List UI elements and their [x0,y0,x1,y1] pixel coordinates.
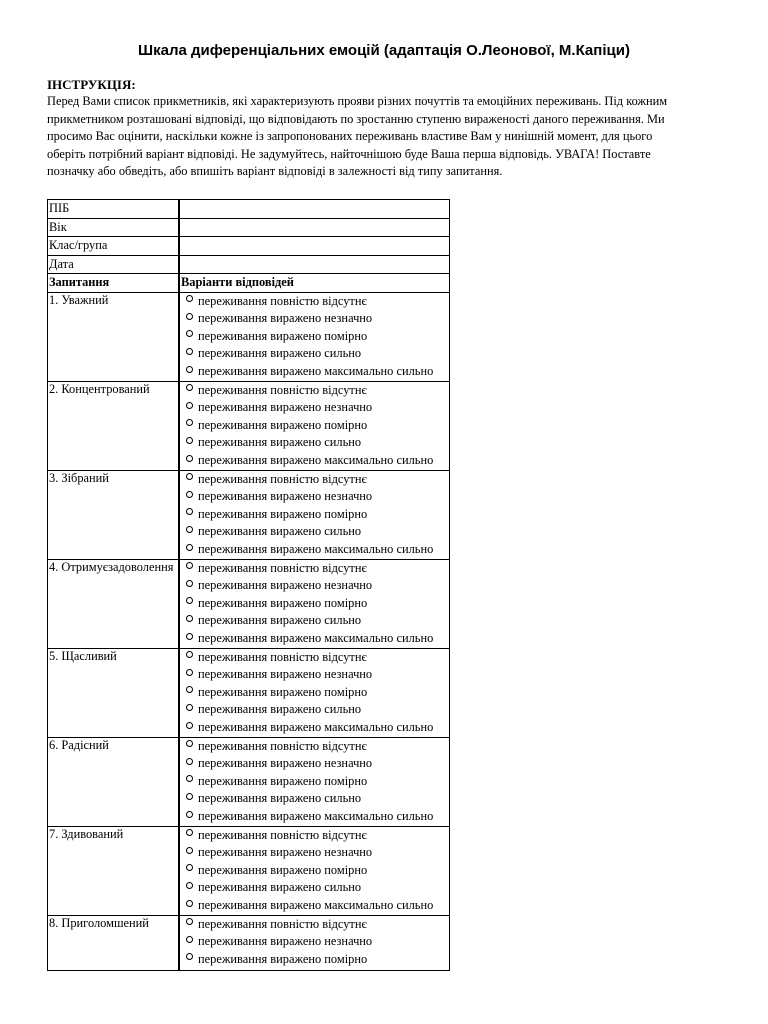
table-header-row [48,274,450,293]
radio-circle-icon[interactable] [186,953,193,960]
answer-option[interactable] [181,701,448,719]
question-row [48,470,450,559]
field-label: Вік [48,218,180,237]
question-label: 5. Щасливий [48,648,180,737]
radio-circle-icon[interactable] [186,295,193,302]
answer-option-label: переживання виражено максимально сильно [198,630,434,645]
instructions-text [47,93,709,181]
radio-circle-icon[interactable] [186,597,193,604]
radio-circle-icon[interactable] [186,437,193,444]
radio-circle-icon[interactable] [186,330,193,337]
radio-circle-icon[interactable] [186,793,193,800]
questions-header: Запитання [48,274,180,293]
question-row [48,648,450,737]
answer-option-label: переживання виражено сильно [198,435,362,450]
answer-option[interactable] [181,345,448,363]
question-label: 3. Зібраний [48,470,180,559]
field-row [48,255,450,274]
answer-option-label: переживання повністю відсутнє [198,560,367,575]
answer-option[interactable] [181,560,448,578]
answer-option[interactable] [181,595,448,613]
answer-option[interactable] [181,897,448,915]
radio-circle-icon[interactable] [186,864,193,871]
radio-circle-icon[interactable] [186,900,193,907]
answer-option-label: переживання виражено сильно [198,346,362,361]
answer-options [179,292,450,381]
question-row [48,915,450,970]
page-title: Шкала диференціальних емоцій (адаптація О.Леонової, М.Капіци) [138,42,630,59]
answer-option-label: переживання повністю відсутнє [198,471,367,486]
answer-option[interactable] [181,862,448,880]
radio-group [181,738,448,826]
answer-option[interactable] [181,310,448,328]
radio-circle-icon[interactable] [186,615,193,622]
answer-option-label: переживання виражено максимально сильно [198,719,434,734]
radio-circle-icon[interactable] [186,829,193,836]
answer-option-label: переживання виражено помірно [198,328,368,343]
answer-option[interactable] [181,328,448,346]
field-row [48,200,450,219]
question-label: 8. Приголомшений [48,915,180,970]
radio-group [181,916,448,969]
question-label: 4. Отримуєзадоволення [48,559,180,648]
instructions-line: оберіть потрібний варіант відповіді. Не задумуйтесь, найточнішою буде Ваша перша відповідь. УВАГА! Поставте [47,146,651,161]
questionnaire-table [47,199,450,971]
answer-option[interactable] [181,719,448,737]
field-row [48,218,450,237]
answer-options [179,470,450,559]
answer-option-label: переживання виражено максимально сильно [198,897,434,912]
radio-circle-icon[interactable] [186,313,193,320]
answer-option[interactable] [181,773,448,791]
answer-option-label: переживання виражено сильно [198,524,362,539]
question-row [48,559,450,648]
answer-options [179,559,450,648]
radio-circle-icon[interactable] [186,758,193,765]
radio-circle-icon[interactable] [186,562,193,569]
instructions-line: просимо Вас оцінити, наскільки кожне із запропонованих переживань властиве Вам у нинішній момент, для цього [47,129,653,144]
answer-option-label: переживання повністю відсутнє [198,382,367,397]
answer-option[interactable] [181,951,448,969]
answer-options [179,381,450,470]
radio-circle-icon[interactable] [186,882,193,889]
answer-option-label: переживання виражено помірно [198,417,368,432]
answer-option-label: переживання виражено незначно [198,756,373,771]
answer-option-label: переживання виражено незначно [198,934,373,949]
question-label: 1. Уважний [48,292,180,381]
answer-options [179,737,450,826]
radio-circle-icon[interactable] [186,419,193,426]
answer-option[interactable] [181,790,448,808]
radio-circle-icon[interactable] [186,366,193,373]
answer-option[interactable] [181,488,448,506]
radio-group [181,827,448,915]
answer-option-label: переживання повністю відсутнє [198,738,367,753]
radio-circle-icon[interactable] [186,633,193,640]
answer-option-label: переживання виражено незначно [198,311,373,326]
instructions-line: прикметником розташовані відповіді, що відповідають по зростанню ступеню вираженості даного переживання. Ми [47,111,665,126]
field-label: ПІБ [48,200,180,219]
answer-option[interactable] [181,933,448,951]
radio-circle-icon[interactable] [186,651,193,658]
answer-option-label: переживання виражено максимально сильно [198,452,434,467]
radio-circle-icon[interactable] [186,580,193,587]
answer-option[interactable] [181,452,448,470]
answer-option[interactable] [181,506,448,524]
answer-option-label: переживання повністю відсутнє [198,649,367,664]
date-input[interactable] [179,255,450,274]
answer-option[interactable] [181,808,448,826]
radio-group [181,471,448,559]
radio-circle-icon[interactable] [186,544,193,551]
radio-circle-icon[interactable] [186,455,193,462]
answer-options [179,648,450,737]
answer-option[interactable] [181,649,448,667]
radio-circle-icon[interactable] [186,811,193,818]
answer-option[interactable] [181,630,448,648]
radio-circle-icon[interactable] [186,740,193,747]
answer-option-label: переживання виражено незначно [198,667,373,682]
age-input[interactable] [179,218,450,237]
answer-option-label: переживання виражено незначно [198,578,373,593]
name-input[interactable] [179,200,450,219]
radio-circle-icon[interactable] [186,918,193,925]
answer-option[interactable] [181,541,448,559]
radio-circle-icon[interactable] [186,722,193,729]
answer-option-label: переживання виражено помірно [198,684,368,699]
question-label: 6. Радісний [48,737,180,826]
radio-group [181,293,448,381]
radio-circle-icon[interactable] [186,847,193,854]
answer-option[interactable] [181,916,448,934]
answer-option-label: переживання повністю відсутнє [198,827,367,842]
field-label: Дата [48,255,180,274]
field-row [48,237,450,256]
answer-option-label: переживання виражено незначно [198,400,373,415]
radio-group [181,382,448,470]
answer-option[interactable] [181,879,448,897]
radio-circle-icon[interactable] [186,508,193,515]
answers-header: Варіанти відповідей [179,274,450,293]
answer-options [179,915,450,970]
instructions-heading: ІНСТРУКЦІЯ: [47,77,136,92]
answer-options [179,826,450,915]
answer-option[interactable] [181,293,448,311]
answer-option-label: переживання виражено незначно [198,845,373,860]
answer-option-label: переживання виражено сильно [198,613,362,628]
radio-group [181,560,448,648]
radio-circle-icon[interactable] [186,775,193,782]
answer-option[interactable] [181,666,448,684]
radio-circle-icon[interactable] [186,384,193,391]
radio-group [181,649,448,737]
answer-option[interactable] [181,844,448,862]
question-row [48,292,450,381]
answer-option-label: переживання виражено помірно [198,506,368,521]
answer-option[interactable] [181,577,448,595]
answer-option[interactable] [181,434,448,452]
answer-option-label: переживання виражено максимально сильно [198,541,434,556]
answer-option-label: переживання виражено помірно [198,951,368,966]
radio-circle-icon[interactable] [186,936,193,943]
answer-option[interactable] [181,363,448,381]
question-label: 7. Здивований [48,826,180,915]
instructions-line: позначку або обведіть, або впишіть варіант відповіді в залежності від типу запитання. [47,164,503,179]
radio-circle-icon[interactable] [186,473,193,480]
class-group-input[interactable] [179,237,450,256]
answer-option-label: переживання виражено сильно [198,791,362,806]
answer-option[interactable] [181,755,448,773]
radio-circle-icon[interactable] [186,686,193,693]
question-row [48,826,450,915]
answer-option[interactable] [181,417,448,435]
answer-option[interactable] [181,827,448,845]
answer-option-label: переживання повністю відсутнє [198,916,367,931]
answer-option-label: переживання виражено максимально сильно [198,363,434,378]
answer-option-label: переживання повністю відсутнє [198,293,367,308]
answer-option[interactable] [181,471,448,489]
answer-option-label: переживання виражено сильно [198,880,362,895]
answer-option-label: переживання виражено незначно [198,489,373,504]
answer-option[interactable] [181,523,448,541]
answer-option[interactable] [181,684,448,702]
answer-option[interactable] [181,738,448,756]
radio-circle-icon[interactable] [186,526,193,533]
radio-circle-icon[interactable] [186,348,193,355]
radio-circle-icon[interactable] [186,669,193,676]
answer-option-label: переживання виражено помірно [198,595,368,610]
field-label: Клас/група [48,237,180,256]
answer-option-label: переживання виражено максимально сильно [198,808,434,823]
radio-circle-icon[interactable] [186,402,193,409]
question-row [48,381,450,470]
answer-option[interactable] [181,399,448,417]
answer-option[interactable] [181,612,448,630]
question-row [48,737,450,826]
instructions-line: Перед Вами список прикметників, які характеризують прояви різних почуттів та емоційних переживань. Під кожним [47,94,668,108]
radio-circle-icon[interactable] [186,704,193,711]
radio-circle-icon[interactable] [186,491,193,498]
answer-option[interactable] [181,382,448,400]
answer-option-label: переживання виражено помірно [198,773,368,788]
answer-option-label: переживання виражено сильно [198,702,362,717]
question-label: 2. Концентрований [48,381,180,470]
answer-option-label: переживання виражено помірно [198,862,368,877]
